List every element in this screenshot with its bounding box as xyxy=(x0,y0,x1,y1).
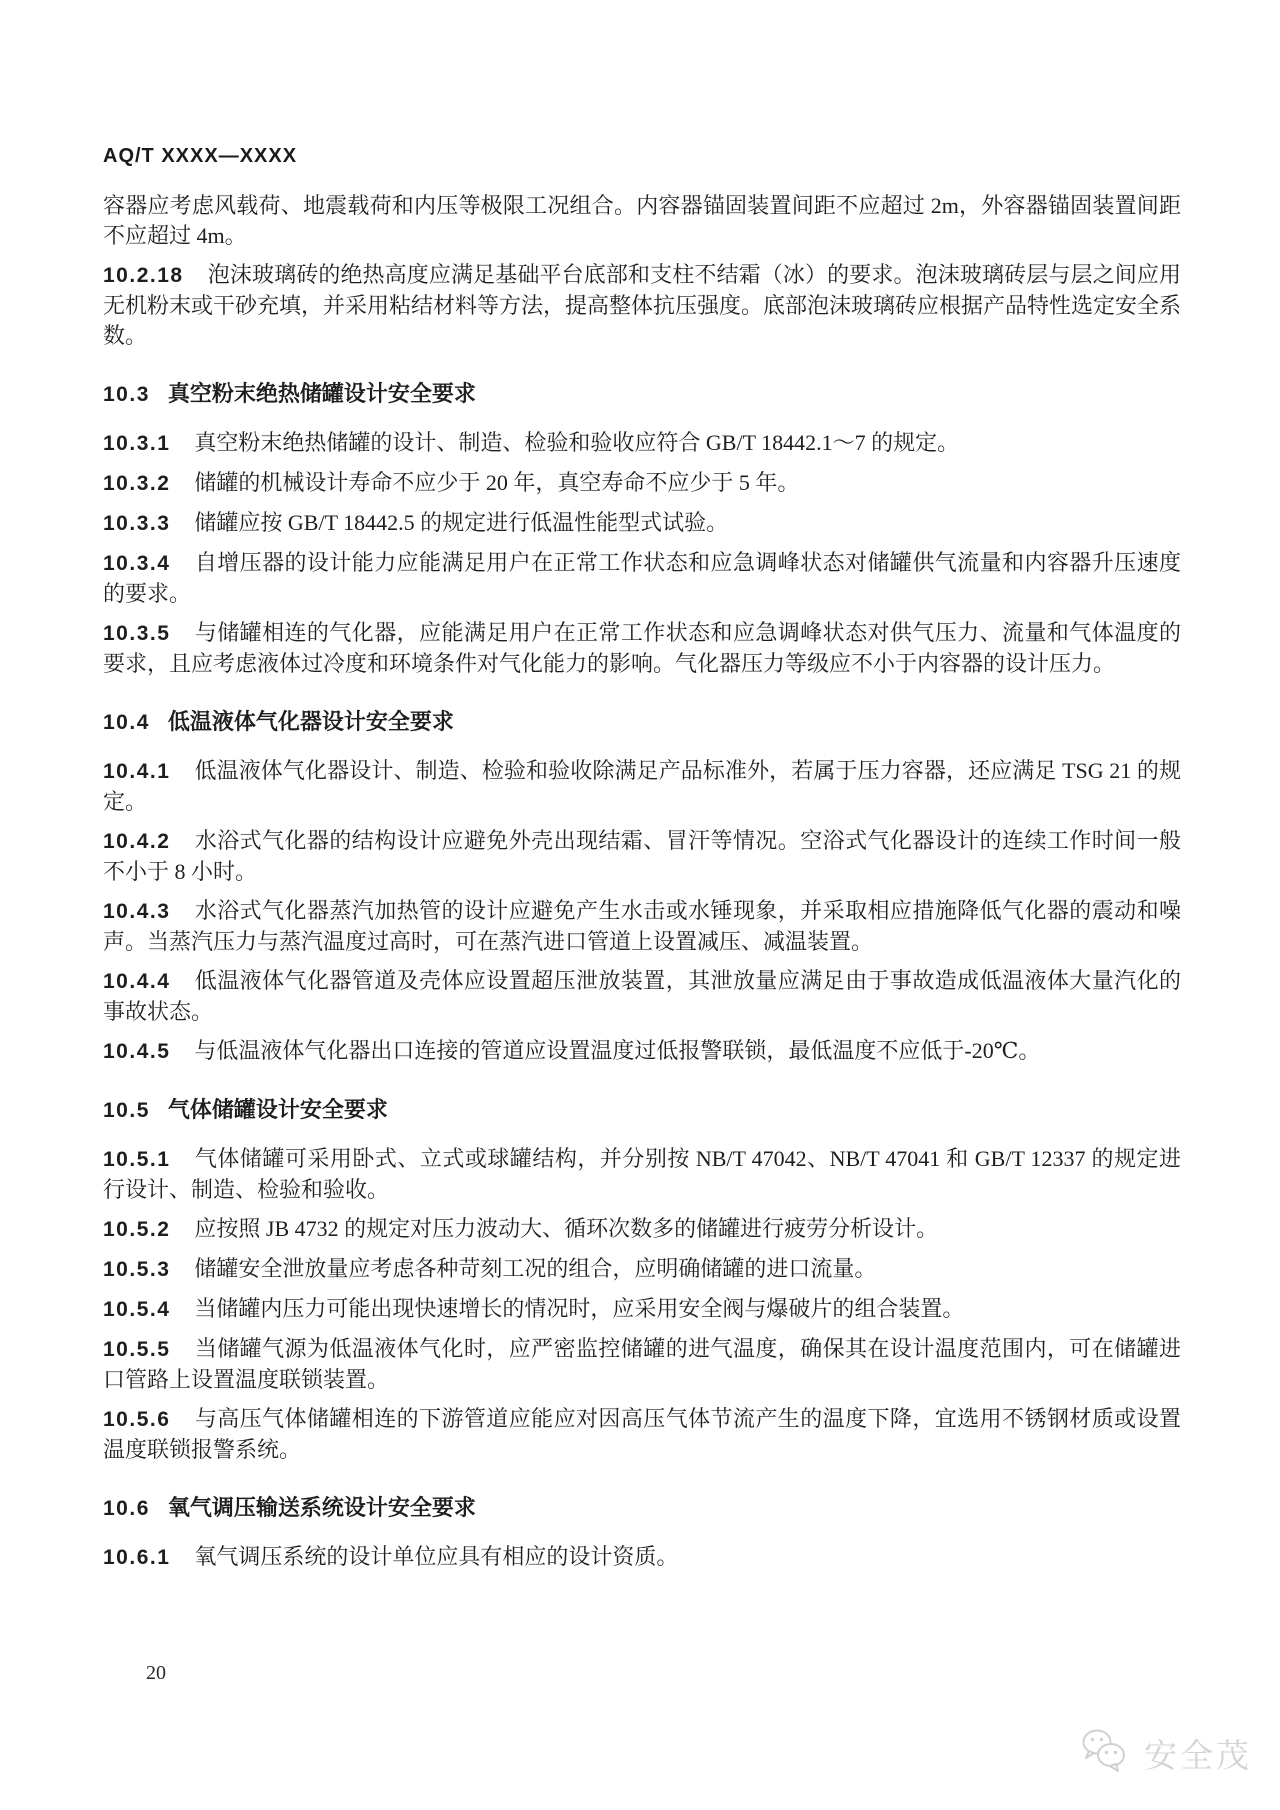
document-paragraph xyxy=(103,826,1181,887)
wechat-chat-bubbles-icon xyxy=(1080,1728,1134,1778)
clause-number: 10.5.3 xyxy=(103,1258,171,1281)
clause-text: 储罐的机械设计寿命不应少于 20 年，真空寿命不应少于 5 年。 xyxy=(194,470,800,495)
clause-text: 储罐应按 GB/T 18442.5 的规定进行低温性能型式试验。 xyxy=(194,510,729,535)
clause-text: 容器应考虑风载荷、地震载荷和内压等极限工况组合。内容器锚固装置间距不应超过 2m，外容器锚固装置间距不应超过 4m。 xyxy=(103,193,1181,248)
clause-text: 当储罐内压力可能出现快速增长的情况时，应采用安全阀与爆破片的组合装置。 xyxy=(194,1296,965,1321)
document-paragraph xyxy=(103,896,1181,957)
clause-number: 10.3.4 xyxy=(103,552,171,575)
document-paragraph xyxy=(103,1404,1181,1465)
clause-text: 当储罐气源为低温液体气化时，应严密监控储罐的进气温度，确保其在设计温度范围内，可在储罐进口管路上设置温度联锁装置。 xyxy=(103,1336,1181,1392)
clause-number: 10.3.2 xyxy=(103,472,171,495)
clause-text: 应按照 JB 4732 的规定对压力波动大、循环次数多的储罐进行疲劳分析设计。 xyxy=(194,1216,939,1241)
clause-number: 10.6.1 xyxy=(103,1546,171,1569)
document-paragraph xyxy=(103,1254,1181,1285)
clause-text: 氧气调压输送系统设计安全要求 xyxy=(167,1495,476,1520)
clause-text: 低温液体气化器设计安全要求 xyxy=(167,709,454,734)
clause-text: 水浴式气化器蒸汽加热管的设计应避免产生水击或水锤现象，并采取相应措施降低气化器的震动和噪声。当蒸汽压力与蒸汽温度过高时，可在蒸汽进口管道上设置减压、减温装置。 xyxy=(103,898,1181,954)
clause-number: 10.4.1 xyxy=(103,760,171,783)
clause-number: 10.4 xyxy=(103,711,150,734)
clause-number: 10.3.1 xyxy=(103,432,171,455)
clause-text: 与储罐相连的气化器，应能满足用户在正常工作状态和应急调峰状态对供气压力、流量和气体温度的要求，且应考虑液体过冷度和环境条件对气化能力的影响。气化器压力等级应不小于内容器的设计压力。 xyxy=(103,620,1181,676)
clause-text: 与低温液体气化器出口连接的管道应设置温度过低报警联锁，最低温度不应低于-20℃。 xyxy=(194,1038,1041,1063)
clause-number: 10.5.6 xyxy=(103,1408,171,1431)
document-paragraph xyxy=(103,548,1181,609)
document-paragraph xyxy=(103,1542,1181,1573)
document-paragraph xyxy=(103,1144,1181,1205)
clause-number: 10.3.3 xyxy=(103,512,171,535)
clause-text: 氧气调压系统的设计单位应具有相应的设计资质。 xyxy=(194,1544,679,1569)
clause-number: 10.6 xyxy=(103,1497,150,1520)
clause-number: 10.4.2 xyxy=(103,830,171,853)
document-paragraph xyxy=(103,428,1181,459)
document-paragraph xyxy=(103,966,1181,1027)
document-paragraph xyxy=(103,707,1181,738)
document-paragraph xyxy=(103,1095,1181,1126)
clause-number: 10.5.4 xyxy=(103,1298,171,1321)
clause-text: 水浴式气化器的结构设计应避免外壳出现结霜、冒汗等情况。空浴式气化器设计的连续工作时间一般不小于 8 小时。 xyxy=(103,828,1181,884)
clause-text: 泡沫玻璃砖的绝热高度应满足基础平台底部和支柱不结霜（冰）的要求。泡沫玻璃砖层与层之间应用无机粉末或干砂充填，并采用粘结材料等方法，提高整体抗压强度。底部泡沫玻璃砖应根据产品特性选定安全系数。 xyxy=(103,262,1182,348)
clause-text: 气体储罐设计安全要求 xyxy=(167,1097,388,1122)
document-paragraph xyxy=(103,1334,1181,1395)
watermark-text: 安全茂 xyxy=(1144,1736,1252,1774)
clause-number: 10.3 xyxy=(103,383,150,406)
clause-text: 真空粉末绝热储罐的设计、制造、检验和验收应符合 GB/T 18442.1～7 的规定。 xyxy=(194,430,960,455)
document-paragraph xyxy=(103,379,1181,410)
clause-number: 10.4.4 xyxy=(103,970,171,993)
document-paragraph xyxy=(103,1036,1181,1067)
document-paragraph xyxy=(103,508,1181,539)
clause-number: 10.5.1 xyxy=(103,1148,171,1171)
document-paragraph xyxy=(103,756,1181,817)
watermark xyxy=(1080,1728,1252,1778)
page-number: 20 xyxy=(146,1662,166,1684)
document-paragraph xyxy=(103,468,1181,499)
clause-text: 真空粉末绝热储罐设计安全要求 xyxy=(167,381,476,406)
document-paragraph xyxy=(103,1214,1181,1245)
clause-number: 10.5.5 xyxy=(103,1338,171,1361)
document-paragraph xyxy=(103,191,1181,251)
clause-number: 10.3.5 xyxy=(103,622,171,645)
clause-number: 10.4.3 xyxy=(103,900,171,923)
document-content xyxy=(103,191,1181,1582)
document-paragraph xyxy=(103,1493,1181,1524)
clause-text: 与高压气体储罐相连的下游管道应能应对因高压气体节流产生的温度下降，宜选用不锈钢材质或设置温度联锁报警系统。 xyxy=(103,1406,1181,1462)
clause-number: 10.5 xyxy=(103,1099,150,1122)
clause-text: 气体储罐可采用卧式、立式或球罐结构，并分别按 NB/T 47042、NB/T 47041 和 GB/T 12337 的规定进行设计、制造、检验和验收。 xyxy=(103,1146,1181,1202)
clause-number: 10.2.18 xyxy=(103,264,184,287)
clause-number: 10.5.2 xyxy=(103,1218,171,1241)
standard-code-header: AQ/T XXXX—XXXX xyxy=(103,145,298,167)
document-paragraph xyxy=(103,260,1181,351)
clause-number: 10.4.5 xyxy=(103,1040,171,1063)
clause-text: 低温液体气化器管道及壳体应设置超压泄放装置，其泄放量应满足由于事故造成低温液体大量汽化的事故状态。 xyxy=(103,968,1181,1024)
document-paragraph xyxy=(103,618,1181,679)
document-paragraph xyxy=(103,1294,1181,1325)
clause-text: 低温液体气化器设计、制造、检验和验收除满足产品标准外，若属于压力容器，还应满足 TSG 21 的规定。 xyxy=(103,758,1181,814)
clause-text: 自增压器的设计能力应能满足用户在正常工作状态和应急调峰状态对储罐供气流量和内容器升压速度的要求。 xyxy=(103,550,1181,606)
clause-text: 储罐安全泄放量应考虑各种苛刻工况的组合，应明确储罐的进口流量。 xyxy=(194,1256,877,1281)
